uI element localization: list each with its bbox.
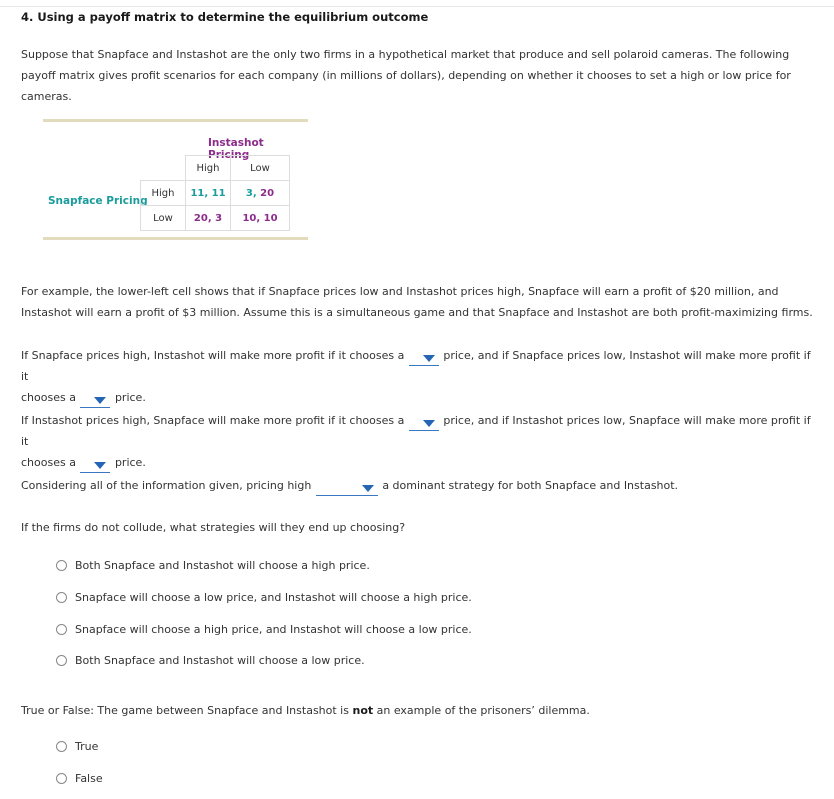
option-true[interactable]: True — [56, 740, 98, 753]
option-both-high[interactable]: Both Snapface and Instashot will choose a high price. — [56, 559, 370, 572]
row-label-high: High — [141, 181, 186, 206]
radio-button[interactable] — [56, 655, 67, 666]
radio-button[interactable] — [56, 592, 67, 603]
snapface-if-high-dropdown[interactable] — [409, 416, 439, 431]
row-label-low: Low — [141, 206, 186, 231]
matrix-bottom-bar — [43, 237, 308, 240]
snapface-pricing-label: Snapface Pricing — [48, 195, 148, 207]
question-true-false: True or False: The game between Snapface and Instashot is not an example of the prisoners’ dilemma. — [21, 704, 590, 717]
instashot-if-low-dropdown[interactable] — [80, 393, 110, 408]
instashot-pricing-label: Instashot Pricing — [208, 137, 264, 161]
dominant-strategy-dropdown[interactable] — [316, 481, 378, 496]
option-snapface-high-instashot-low[interactable]: Snapface will choose a high price, and Instashot will choose a low price. — [56, 623, 472, 636]
payoff-table — [140, 155, 290, 231]
cell-low-low: 10, 10 — [231, 206, 290, 231]
option-false[interactable]: False — [56, 772, 103, 785]
radio-button[interactable] — [56, 773, 67, 784]
chevron-down-icon — [362, 485, 374, 492]
table-row — [141, 181, 290, 206]
option-snapface-low-instashot-high[interactable]: Snapface will choose a low price, and Instashot will choose a high price. — [56, 591, 472, 604]
question-title: 4. Using a payoff matrix to determine the equilibrium outcome — [21, 10, 429, 24]
cell-low-high: 20, 3 — [186, 206, 231, 231]
radio-button[interactable] — [56, 741, 67, 752]
cell-high-low: 3, 20 — [231, 181, 290, 206]
chevron-down-icon — [423, 420, 435, 427]
question-dominant-strategy: Considering all of the information given, pricing high a dominant strategy for both Snapface and Instashot. — [21, 475, 821, 496]
cell-high-high: 11, 11 — [186, 181, 231, 206]
chevron-down-icon — [423, 355, 435, 362]
table-row — [141, 206, 290, 231]
snapface-if-low-dropdown[interactable] — [80, 458, 110, 473]
top-divider — [0, 0, 834, 7]
chevron-down-icon — [94, 397, 106, 404]
col-label-high: High — [186, 156, 231, 181]
question-snapface-response: If Instashot prices high, Snapface will make more profit if it chooses a price, and if Instashot prices low, Snapface will make more profit if it chooses a price. — [21, 410, 821, 473]
col-label-low: Low — [231, 156, 290, 181]
question-instashot-response: If Snapface prices high, Instashot will make more profit if it chooses a price, and if Snapface prices low, Instashot will make more profit if it chooses a price. — [21, 345, 821, 408]
example-paragraph: For example, the lower-left cell shows that if Snapface prices low and Instashot prices high, Snapface will earn a profit of $20 million, and Instashot will earn a profit of $3 million. Assume this is a simultaneous game and that Snapface and Instashot are both profit-maximizing firms. — [21, 285, 813, 319]
matrix-top-bar — [43, 119, 308, 122]
question-no-collusion: If the firms do not collude, what strategies will they end up choosing? — [21, 521, 406, 534]
radio-button[interactable] — [56, 624, 67, 635]
instashot-if-high-dropdown[interactable] — [409, 351, 439, 366]
intro-paragraph: Suppose that Snapface and Instashot are the only two firms in a hypothetical market that produce and sell polaroid cameras. The following payoff matrix gives profit scenarios for each company (in millions of dollars), depending on whether it chooses to set a high or low price for cameras. — [21, 48, 791, 103]
chevron-down-icon — [94, 462, 106, 469]
header-row — [141, 156, 290, 181]
option-both-low[interactable]: Both Snapface and Instashot will choose a low price. — [56, 654, 365, 667]
radio-button[interactable] — [56, 560, 67, 571]
